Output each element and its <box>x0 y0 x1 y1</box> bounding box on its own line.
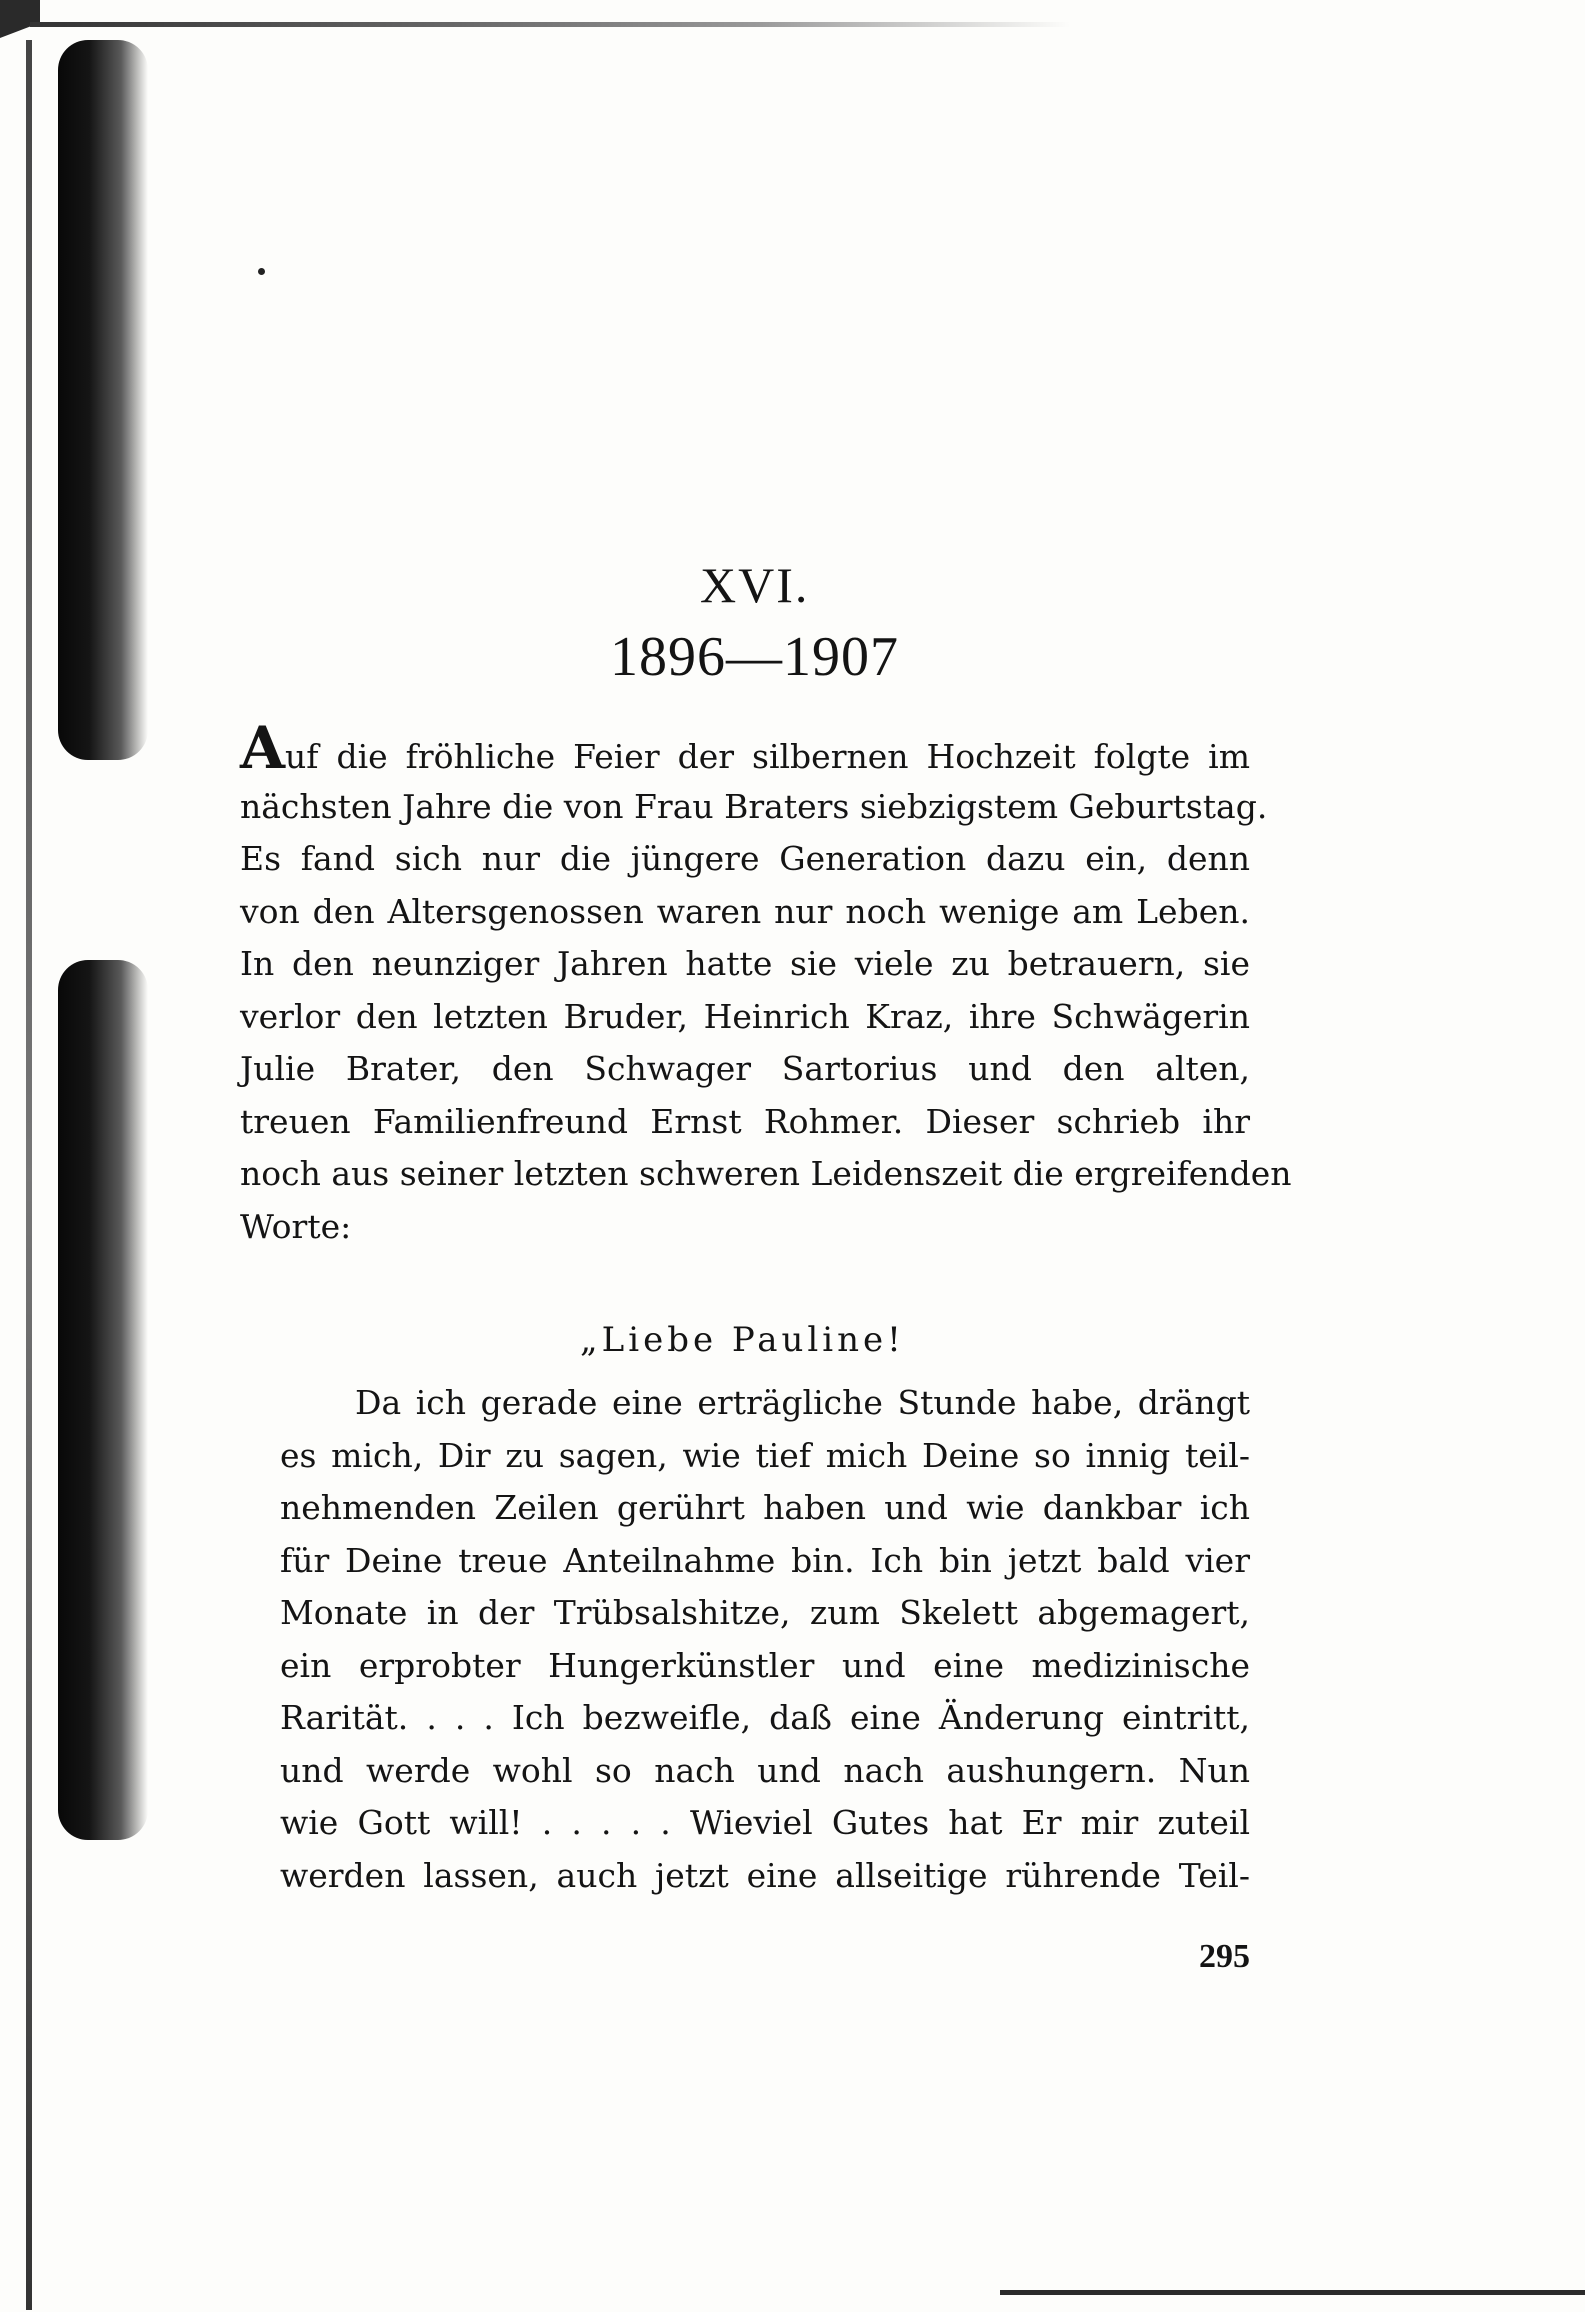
letter-line: und werde wohl so nach und nach aushungern. Nun <box>280 1750 1250 1790</box>
paragraph-line: von den Altersgenossen waren nur noch wenige am Leben. <box>240 891 1250 931</box>
paragraph-line: Worte: <box>240 1206 352 1246</box>
letter-body <box>280 1377 1250 1902</box>
scan-gutter-shadow-lower <box>58 960 148 1840</box>
scan-gutter-shadow-upper <box>58 40 148 760</box>
scan-gutter-edge <box>26 40 32 2310</box>
scan-top-edge <box>30 22 1070 27</box>
paragraph-line: Es fand sich nur die jüngere Generation dazu ein, denn <box>240 839 1250 878</box>
chapter-number: XVI. <box>700 557 810 613</box>
letter-line: Da ich gerade eine erträgliche Stunde habe, drängt <box>355 1383 1250 1422</box>
paragraph-line: verlor den letzten Bruder, Heinrich Kraz, ihre Schwägerin <box>240 996 1250 1036</box>
letter-line: es mich, Dir zu sagen, wie tief mich Deine so innig teil- <box>280 1435 1250 1475</box>
letter-line: für Deine treue Anteilnahme bin. Ich bin jetzt bald vier <box>280 1540 1250 1580</box>
letter-line: wie Gott will! . . . . . Wieviel Gutes hat Er mir zuteil <box>280 1803 1250 1842</box>
letter-salutation: „Liebe Pauline! <box>580 1320 905 1360</box>
scan-bottom-edge <box>1000 2290 1585 2295</box>
letter-line: Rarität. . . . Ich bezweifle, daß eine Änderung eintritt, <box>280 1698 1250 1737</box>
paragraph-line <box>240 714 1250 782</box>
scan-corner-artifact <box>0 0 40 38</box>
letter-line: nehmenden Zeilen gerührt haben und wie dankbar ich <box>280 1488 1250 1527</box>
chapter-years: 1896—1907 <box>610 626 899 688</box>
paragraph-line: noch aus seiner letzten schweren Leidenszeit die ergreifenden <box>240 1154 1292 1193</box>
scan-speck <box>258 268 265 275</box>
drop-cap: A <box>240 714 286 782</box>
letter-line: Monate in der Trübsalshitze, zum Skelett abgemagert, <box>280 1593 1250 1632</box>
paragraph-line-text: uf die fröhliche Feier der silbernen Hochzeit folgte im <box>285 737 1250 776</box>
paragraph-1 <box>240 714 1292 1253</box>
paragraph-line: In den neunziger Jahren hatte sie viele zu betrauern, sie <box>240 944 1250 983</box>
page-number: 295 <box>1199 1938 1250 1975</box>
paragraph-line: nächsten Jahre die von Frau Braters siebzigstem Geburtstag. <box>240 786 1268 826</box>
letter-line: ein erprobter Hungerkünstler und eine medizinische <box>280 1645 1250 1685</box>
paragraph-line: Julie Brater, den Schwager Sartorius und den alten, <box>240 1049 1250 1088</box>
paragraph-line: treuen Familienfreund Ernst Rohmer. Dieser schrieb ihr <box>240 1101 1250 1141</box>
letter-line: werden lassen, auch jetzt eine allseitige rührende Teil- <box>280 1855 1250 1895</box>
